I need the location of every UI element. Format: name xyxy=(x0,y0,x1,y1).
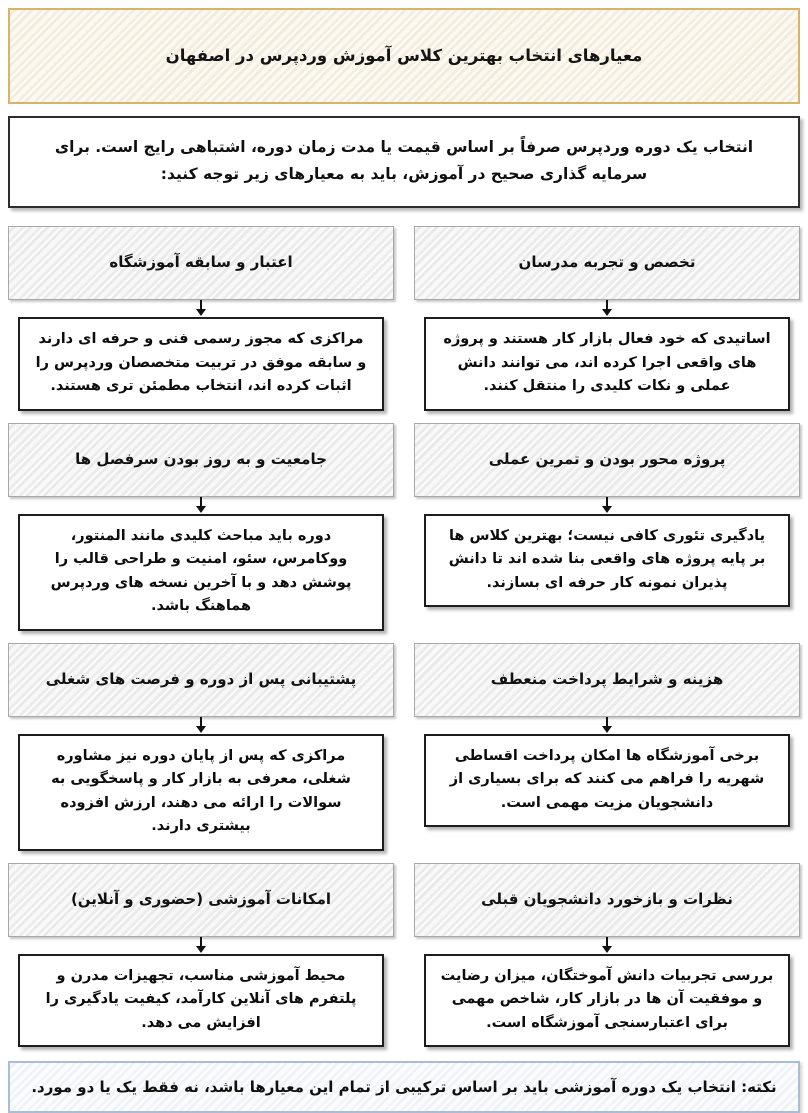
criterion-header xyxy=(8,423,394,497)
criterion-description: مراکزی که پس از پایان دوره نیز مشاوره شغلی، معرفی به بازار کار و پاسخگویی به سوالات را ارائه می دهند، ارزش افزوده بیشتری دارند. xyxy=(51,747,351,835)
criterion-title: پروژه محور بودن و تمرین عملی xyxy=(488,449,726,468)
arrow-head xyxy=(602,506,612,513)
criterion-body xyxy=(18,734,384,851)
criterion-item xyxy=(8,863,394,1047)
footer-note-text: نکته: انتخاب یک دوره آموزشی باید بر اساس ترکیبی از تمام این معیارها باشد، نه فقط یک یا دو مورد. xyxy=(31,1077,777,1096)
connector-arrow-icon xyxy=(414,300,800,317)
page-title: معیارهای انتخاب بهترین کلاس آموزش وردپرس در اصفهان xyxy=(165,45,643,65)
criterion-header xyxy=(414,643,800,717)
criterion-description: یادگیری تئوری کافی نیست؛ بهترین کلاس ها بر پایه پروژه های واقعی بنا شده اند تا دانش پذیران نمونه کار حرفه ای بسازند. xyxy=(448,527,766,591)
criteria-grid xyxy=(8,226,800,1059)
criterion-body xyxy=(424,317,790,410)
arrow-head xyxy=(602,726,612,733)
criterion-item xyxy=(414,863,800,1047)
criterion-description: برخی آموزشگاه ها امکان پرداخت اقساطی شهریه را فراهم می کنند که برای بسیاری از دانشجویان مزیت مهمی است. xyxy=(449,747,765,811)
criterion-description: محیط آموزشی مناسب، تجهیزات مدرن و پلتفرم های آنلاین کارآمد، کیفیت یادگیری را افزایش می دهد. xyxy=(45,967,357,1031)
connector-arrow-icon xyxy=(8,300,394,317)
criterion-item xyxy=(8,643,394,851)
criterion-description: دوره باید مباحث کلیدی مانند المنتور، ووکامرس، سئو، امنیت و طراحی قالب را پوشش دهد و با آخرین نسخه های وردپرس هماهنگ باشد. xyxy=(50,527,352,615)
criterion-title: نظرات و بازخورد دانشجویان قبلی xyxy=(481,889,733,908)
criterion-body xyxy=(18,317,384,410)
criterion-item xyxy=(8,423,394,631)
intro-text: انتخاب یک دوره وردپرس صرفاً بر اساس قیمت یا مدت زمان دوره، اشتباهی رایج است. برای سرمایه گذاری صحیح در آموزش، باید به معیارهای زیر توجه کنید: xyxy=(54,138,754,184)
criterion-header xyxy=(414,863,800,937)
arrow-head xyxy=(196,309,206,316)
connector-arrow-icon xyxy=(8,937,394,954)
criterion-header xyxy=(8,643,394,717)
footer-note xyxy=(8,1061,800,1113)
criterion-header xyxy=(414,423,800,497)
arrow-head xyxy=(196,726,206,733)
criterion-item xyxy=(414,643,800,851)
intro-panel xyxy=(8,116,800,208)
connector-arrow-icon xyxy=(8,497,394,514)
arrow-head xyxy=(602,309,612,316)
criterion-item xyxy=(414,423,800,631)
criterion-body xyxy=(424,734,790,827)
connector-arrow-icon xyxy=(414,717,800,734)
criterion-item xyxy=(8,226,394,410)
criterion-description: مراکزی که مجوز رسمی فنی و حرفه ای دارند و سابقه موفق در تربیت متخصصان وردپرس را اثبات کرده اند، انتخاب مطمئن تری هستند. xyxy=(35,331,367,395)
criterion-body xyxy=(18,954,384,1047)
criterion-description: اساتیدی که خود فعال بازار کار هستند و پروژه های واقعی اجرا کرده اند، می توانند دانش عملی و نکات کلیدی را منتقل کنند. xyxy=(443,331,771,395)
arrow-head xyxy=(602,946,612,953)
criterion-body xyxy=(424,954,790,1047)
criterion-body xyxy=(18,514,384,631)
connector-arrow-icon xyxy=(414,937,800,954)
criterion-title: امکانات آموزشی (حضوری و آنلاین) xyxy=(70,889,332,908)
arrow-head xyxy=(196,506,206,513)
connector-arrow-icon xyxy=(8,717,394,734)
criterion-title: پشتیبانی پس از دوره و فرصت های شغلی xyxy=(45,669,357,688)
criterion-description: بررسی تجربیات دانش آموختگان، میزان رضایت و موفقیت آن ها در بازار کار، شاخص مهمی برای اعتبارسنجی آموزشگاه است. xyxy=(440,967,774,1031)
criterion-title: اعتبار و سابقه آموزشگاه xyxy=(109,253,293,272)
connector-arrow-icon xyxy=(414,497,800,514)
criterion-title: تخصص و تجربه مدرسان xyxy=(518,253,696,272)
criterion-item xyxy=(414,226,800,410)
criterion-header xyxy=(8,863,394,937)
arrow-head xyxy=(196,946,206,953)
criterion-header xyxy=(414,226,800,300)
criterion-header xyxy=(8,226,394,300)
criterion-body xyxy=(424,514,790,607)
criterion-title: جامعیت و به روز بودن سرفصل ها xyxy=(75,449,327,468)
title-banner xyxy=(8,8,800,104)
criterion-title: هزینه و شرایط پرداخت منعطف xyxy=(490,669,724,688)
